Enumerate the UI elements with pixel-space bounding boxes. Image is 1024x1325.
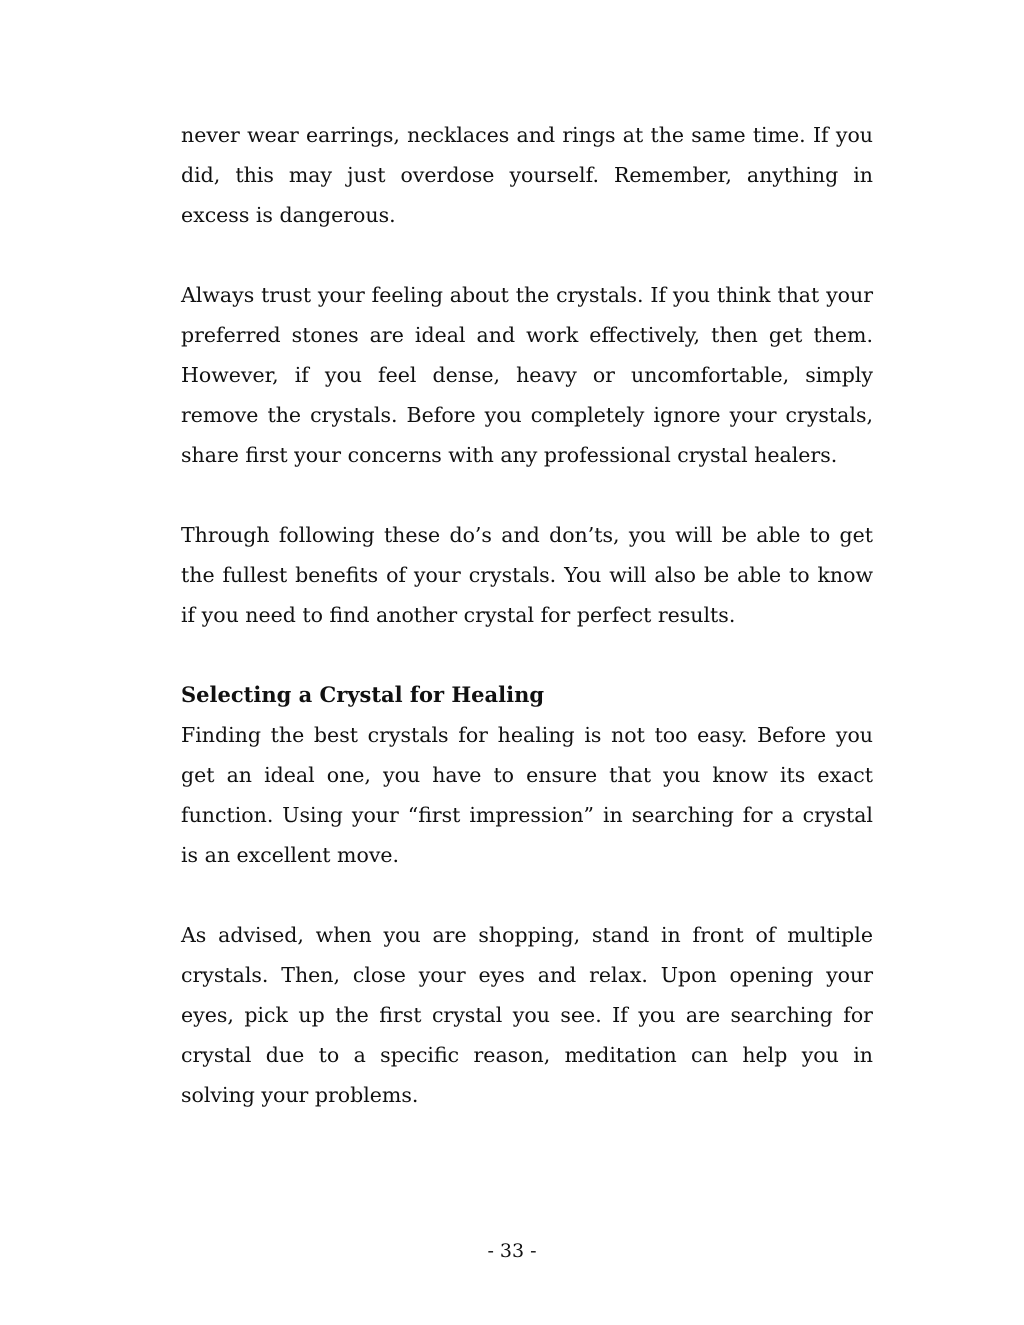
page-number: - 33 -	[487, 1240, 537, 1262]
page-content	[181, 115, 873, 1115]
paragraph-spacer	[181, 235, 873, 275]
paragraph-spacer	[181, 635, 873, 675]
paragraph-spacer	[181, 475, 873, 515]
body-paragraph-1: never wear earrings, necklaces and rings at the same time. If you did, this may just overdose yourself. Remember, anything in excess is dangerous.	[181, 123, 873, 227]
body-paragraph-2: Always trust your feeling about the crystals. If you think that your preferred stones are ideal and work effectively, then get them. However, if you feel dense, heavy or uncomfortable, simply remove the crystals. Before you completely ignore your crystals, share first your concerns with any professional crystal healers.	[181, 283, 873, 467]
section-paragraph-2: As advised, when you are shopping, stand in front of multiple crystals. Then, close your eyes and relax. Upon opening your eyes, pick up the first crystal you see. If you are searching for crystal due to a specific reason, meditation can help you in solving your problems.	[181, 923, 873, 1107]
section-paragraph-1: Finding the best crystals for healing is not too easy. Before you get an ideal one, you have to ensure that you know its exact function. Using your “first impression” in searching for a crystal is an excellent move.	[181, 723, 873, 867]
body-paragraph-3: Through following these do’s and don’ts, you will be able to get the fullest benefits of your crystals. You will also be able to know if you need to find another crystal for perfect results.	[181, 523, 873, 627]
section-heading: Selecting a Crystal for Healing	[181, 682, 545, 707]
paragraph-spacer	[181, 875, 873, 915]
